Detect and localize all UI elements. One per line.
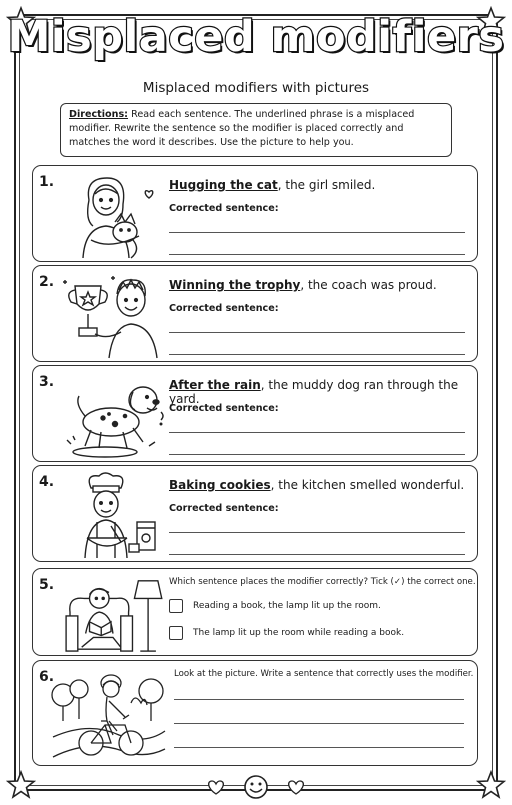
- star-icon: [6, 770, 36, 800]
- option-2-checkbox[interactable]: [169, 626, 183, 640]
- option-1-checkbox[interactable]: [169, 599, 183, 613]
- item-sentence: [169, 478, 464, 492]
- item-sentence: [169, 278, 437, 292]
- answer-line[interactable]: [169, 354, 465, 355]
- corrected-sentence-label: Corrected sentence:: [169, 503, 279, 514]
- item-number: 3.: [39, 374, 55, 390]
- answer-line[interactable]: [169, 232, 465, 233]
- boy-reading-by-lamp-illustration: [55, 573, 167, 655]
- option-2-text: The lamp lit up the room while reading a book.: [193, 628, 405, 638]
- misplaced-modifier: Baking cookies: [169, 478, 271, 492]
- item-number: 2.: [39, 274, 55, 290]
- exercise-card-5: [32, 568, 478, 656]
- exercise-card-1: [32, 165, 478, 262]
- sentence-rest: , the muddy dog ran through the yard.: [169, 378, 459, 406]
- answer-line[interactable]: [174, 723, 464, 724]
- page-title: Misplaced modifiers: [7, 12, 505, 62]
- item-question: Which sentence places the modifier correctly? Tick (✓) the correct one.: [169, 577, 476, 587]
- corrected-sentence-label: Corrected sentence:: [169, 203, 279, 214]
- answer-line[interactable]: [174, 747, 464, 748]
- item-number: 4.: [39, 474, 55, 490]
- exercise-card-2: [32, 265, 478, 362]
- heart-icon: [205, 778, 227, 796]
- answer-line[interactable]: [169, 332, 465, 333]
- item-number: 5.: [39, 577, 55, 593]
- exercise-card-6: [32, 660, 478, 766]
- exercise-card-3: [32, 365, 478, 462]
- answer-line[interactable]: [169, 554, 465, 555]
- corrected-sentence-label: Corrected sentence:: [169, 403, 279, 414]
- boy-with-trophy-illustration: [55, 270, 167, 360]
- answer-line[interactable]: [174, 699, 464, 700]
- sentence-rest: , the kitchen smelled wonderful.: [270, 478, 465, 492]
- answer-line[interactable]: [169, 454, 465, 455]
- item-number: 1.: [39, 174, 55, 190]
- girl-baking-cookies-illustration: [55, 470, 167, 560]
- muddy-dog-illustration: [55, 370, 167, 460]
- directions-label: Directions:: [69, 109, 129, 120]
- item-prompt: Look at the picture. Write a sentence that correctly uses the modifier.: [174, 669, 474, 679]
- answer-line[interactable]: [169, 254, 465, 255]
- misplaced-modifier: Hugging the cat: [169, 178, 278, 192]
- answer-line[interactable]: [169, 432, 465, 433]
- star-icon: [476, 770, 506, 800]
- item-sentence: [169, 178, 375, 192]
- smiley-icon: [236, 772, 276, 802]
- answer-line[interactable]: [169, 532, 465, 533]
- option-1-text: Reading a book, the lamp lit up the room.: [193, 601, 381, 611]
- exercise-card-4: [32, 465, 478, 562]
- misplaced-modifier: Winning the trophy: [169, 278, 301, 292]
- directions-box: [60, 103, 452, 157]
- directions-text: Read each sentence. The underlined phrase is a misplaced modifier. Rewrite the sentence so the modifier is placed correctly and matches the word it describes. Use the picture to help you.: [69, 109, 415, 148]
- page-subtitle: Misplaced modifiers with pictures: [142, 80, 370, 96]
- sentence-rest: , the coach was proud.: [300, 278, 437, 292]
- item-sentence: [169, 378, 477, 406]
- item-number: 6.: [39, 669, 55, 685]
- sentence-rest: , the girl smiled.: [277, 178, 376, 192]
- corrected-sentence-label: Corrected sentence:: [169, 303, 279, 314]
- girl-hugging-cat-illustration: [55, 170, 167, 260]
- heart-icon: [285, 778, 307, 796]
- misplaced-modifier: After the rain: [169, 378, 261, 392]
- girl-riding-bike-illustration: [45, 665, 171, 765]
